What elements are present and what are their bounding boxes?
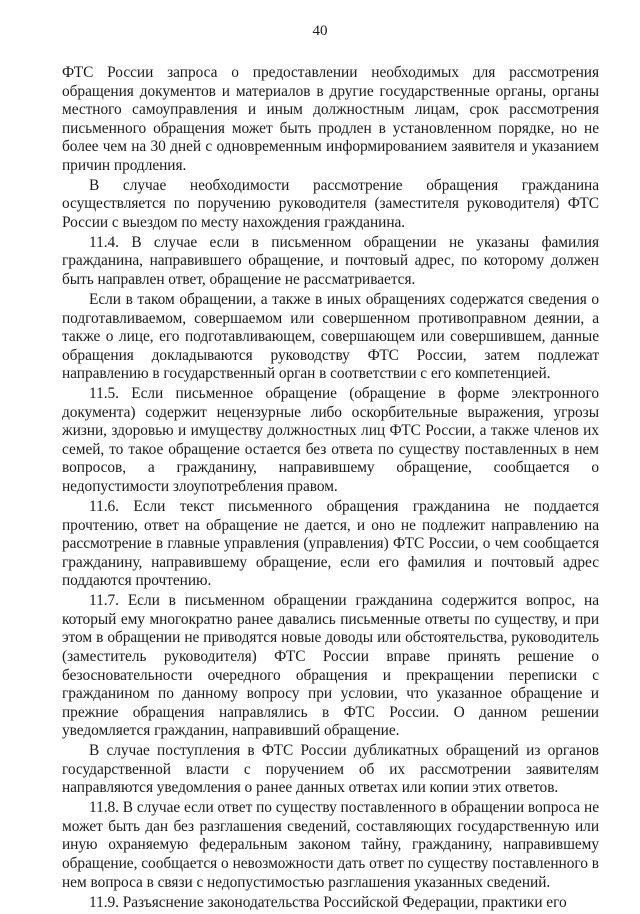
paragraph-11-9: 11.9. Разъяснение законодательства Российской Федерации, практики его xyxy=(89,893,567,911)
paragraph-continuation: ФТС России запроса о предоставлении необходимых для рассмотрения обращения документов и материалов в другие государственные органы, органы местного самоуправления и иным должностным лицам, срок рассмотрения письменного обращения может быть продлен в установленном порядке, но не более чем на 30 дней с одновременным информированием заявителя и указанием причин продления. xyxy=(62,64,599,174)
paragraph-unlawful-act: Если в таком обращении, а также в иных обращениях содержатся сведения о подготавливаемом, совершаемом или совершенном противоправном деянии, а также о лице, его подготавливающем, совершающем или совершившем, данные обращения докладываются руководству ФТС России, затем подлежат направлению в государственный орган в соответствии с его компетенцией. xyxy=(62,291,599,383)
paragraph-11-4: 11.4. В случае если в письменном обращении не указаны фамилия гражданина, направившего обращение, и почтовый адрес, по которому должен быть направлен ответ, обращение не рассматривается. xyxy=(62,233,599,289)
page-number: 40 xyxy=(312,23,328,39)
paragraph-duplicates: В случае поступления в ФТС России дубликатных обращений из органов государственной власти с поручением об их рассмотрении заявителям направляются уведомления о ранее данных ответах или копии этих ответов. xyxy=(62,742,599,797)
paragraph-11-8: 11.8. В случае если ответ по существу поставленного в обращении вопроса не может быть дан без разглашения сведений, составляющих государственную или иную охраняемую федеральным законом тайну, гражданину, направившему обращение, сообщается о невозможности дать ответ по существу поставленного в нем вопроса в связи с недопустимостью разглашения указанных сведений. xyxy=(62,799,599,891)
paragraph-11-7: 11.7. Если в письменном обращении гражданина содержится вопрос, на который ему многократно ранее давались письменные ответы по существу, и при этом в обращении не приводятся новые доводы или обстоятельства, руководитель (заместитель руководителя) ФТС России вправе принять решение о безосновательности очередного обращения и прекращении переписки с гражданином по данному вопросу при условии, что указанное обращение и прежние обращения направлялись в ФТС России. О данном решении уведомляется гражданин, направивший обращение. xyxy=(62,592,599,740)
document-body xyxy=(62,64,599,914)
paragraph-11-5: 11.5. Если письменное обращение (обращение в форме электронного документа) содержит нецензурные либо оскорбительные выражения, угрозы жизни, здоровью и имуществу должностных лиц ФТС России, а также членов их семей, то такое обращение остается без ответа по существу поставленных в нем вопросов, а гражданину, направившему обращение, сообщается о недопустимости злоупотребления правом. xyxy=(62,385,599,496)
paragraph-11-6: 11.6. Если текст письменного обращения гражданина не поддается прочтению, ответ на обращение не дается, и оно не подлежит направлению на рассмотрение в главные управления (управления) ФТС России, о чем сообщается гражданину, направившему обращение, если его фамилия и почтовый адрес поддаются прочтению. xyxy=(62,498,599,590)
paragraph-field-visit: В случае необходимости рассмотрение обращения гражданина осуществляется по поручению руководителя (заместителя руководителя) ФТС России с выездом по месту нахождения гражданина. xyxy=(62,176,599,231)
